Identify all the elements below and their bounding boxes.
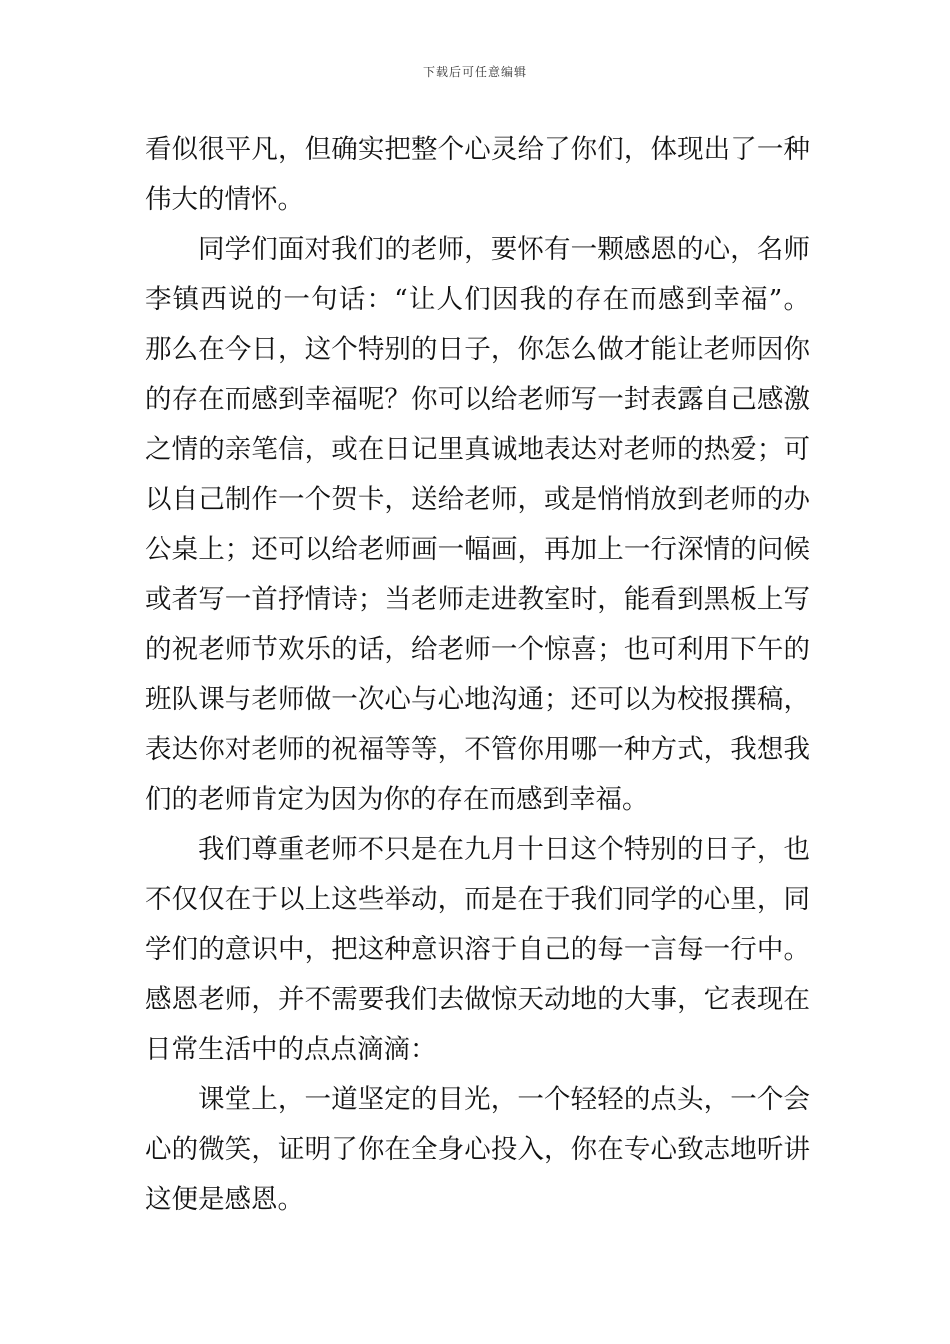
text-line: 那么在今日，这个特别的日子，你怎么做才能让老师因你: [145, 334, 810, 365]
text-line: 以自己制作一个贺卡，送给老师，或是悄悄放到老师的办: [145, 484, 810, 515]
paragraph-start-line: 我们尊重老师不只是在九月十日这个特别的日子，也: [198, 834, 810, 865]
text-line: 的存在而感到幸福呢？你可以给老师写一封表露自己感激: [145, 384, 810, 415]
text-line: 班队课与老师做一次心与心地沟通；还可以为校报撰稿，: [145, 684, 810, 715]
text-line: 们的老师肯定为因为你的存在而感到幸福。: [145, 784, 649, 815]
text-line: 不仅仅在于以上这些举动，而是在于我们同学的心里，同: [145, 884, 810, 915]
text-line: 之情的亲笔信，或在日记里真诚地表达对老师的热爱；可: [145, 434, 810, 465]
text-line: 这便是感恩。: [145, 1184, 304, 1215]
paragraph-start-line: 课堂上，一道坚定的目光，一个轻轻的点头，一个会: [198, 1084, 810, 1115]
text-line: 表达你对老师的祝福等等，不管你用哪一种方式，我想我: [145, 734, 810, 765]
text-line: 日常生活中的点点滴滴：: [145, 1034, 437, 1065]
text-line: 的祝老师节欢乐的话，给老师一个惊喜；也可利用下午的: [145, 634, 810, 665]
text-line: 心的微笑，证明了你在全身心投入，你在专心致志地听讲: [145, 1134, 810, 1165]
text-line: 或者写一首抒情诗；当老师走进教室时，能看到黑板上写: [145, 584, 810, 615]
text-line: 感恩老师，并不需要我们去做惊天动地的大事，它表现在: [145, 984, 810, 1015]
page-header-note: 下载后可任意编辑: [422, 65, 527, 79]
text-line: 学们的意识中，把这种意识溶于自己的每一言每一行中。: [145, 934, 810, 965]
text-line: 李镇西说的一句话：“让人们因我的存在而感到幸福”。: [145, 284, 810, 315]
text-line: 看似很平凡，但确实把整个心灵给了你们，体现出了一种: [145, 134, 810, 165]
document-body: [145, 125, 810, 1225]
text-line: 伟大的情怀。: [145, 184, 304, 215]
paragraph-start-line: 同学们面对我们的老师，要怀有一颗感恩的心，名师: [198, 234, 810, 265]
text-line: 公桌上；还可以给老师画一幅画，再加上一行深情的问候: [145, 534, 810, 565]
